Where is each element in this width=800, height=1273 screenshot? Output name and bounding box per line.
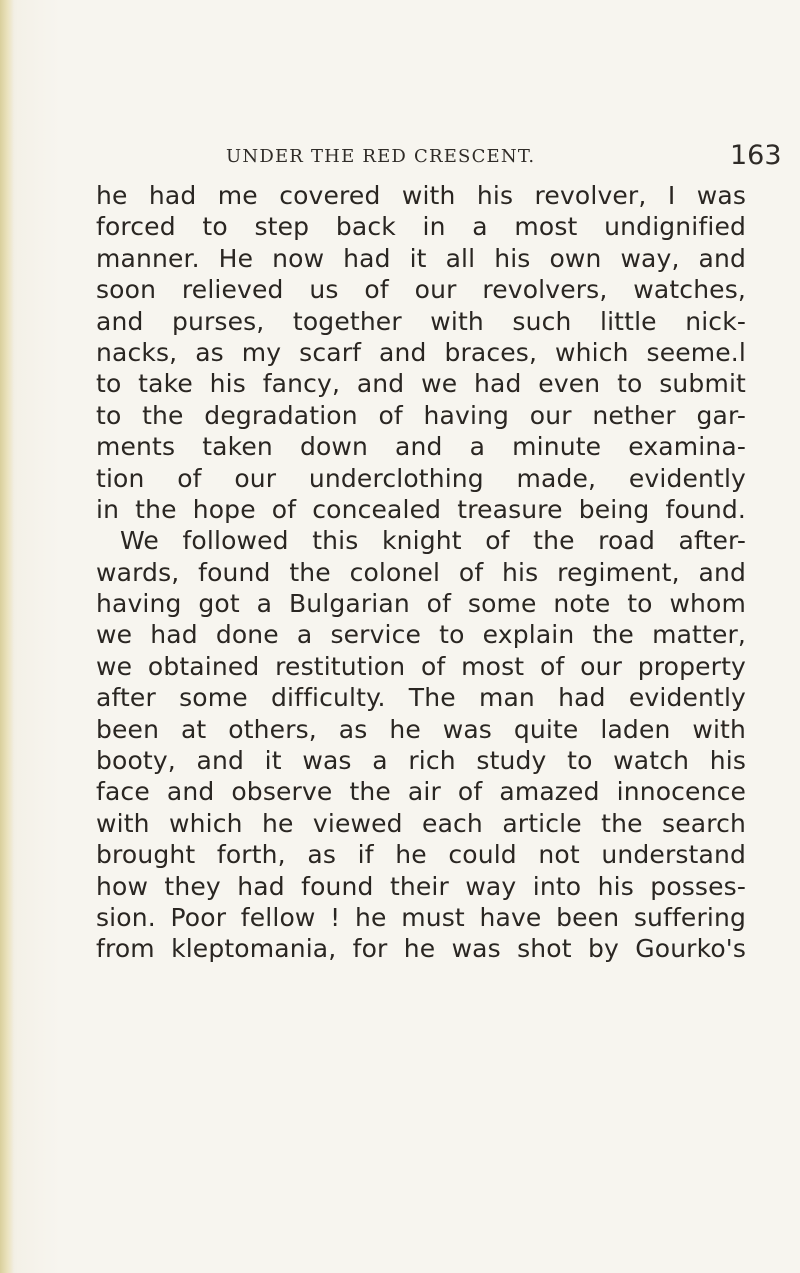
text-line: sion. Poor fellow ! he must have been suffering [96,902,746,932]
text-line: tion of our underclothing made, evidently [96,463,746,493]
text-line: in the hope of concealed treasure being found. [96,494,746,524]
text-line: brought forth, as if he could not understand [96,840,746,870]
page-number: 163 [730,140,782,171]
text-line: we obtained restitution of most of our property [96,651,746,681]
text-line: wards, found the colonel of his regiment, and [96,557,746,587]
text-line: ments taken down and a minute examina- [96,432,746,462]
text-line: from kleptomania, for he was shot by Gourko's [96,934,746,964]
page-edge-binding [0,0,14,1273]
text-line: having got a Bulgarian of some note to whom [96,589,746,619]
text-line: forced to step back in a most undignified [96,212,746,242]
text-line: been at others, as he was quite laden with [96,714,746,744]
text-line: manner. He now had it all his own way, and [96,243,746,273]
running-head: UNDER THE RED CRESCENT. [226,146,536,167]
text-line: booty, and it was a rich study to watch his [96,746,746,776]
text-line: and purses, together with such little nick- [96,306,746,336]
text-line: he had me covered with his revolver, I was [96,181,746,210]
text-line: soon relieved us of our revolvers, watches, [96,275,746,305]
body-text [96,180,746,965]
text-line: nacks, as my scarf and braces, which seeme.l [96,337,746,367]
text-line: to take his fancy, and we had even to submit [96,369,746,399]
text-line: face and observe the air of amazed innocence [96,777,746,807]
text-line: how they had found their way into his posses- [96,871,746,901]
text-line: to the degradation of having our nether gar- [96,400,746,430]
text-line: after some difficulty. The man had evidently [96,683,746,713]
text-line: with which he viewed each article the search [96,808,746,838]
text-line: we had done a service to explain the matter, [96,620,746,650]
paragraph-first-line: We followed this knight of the road after- [120,526,746,556]
